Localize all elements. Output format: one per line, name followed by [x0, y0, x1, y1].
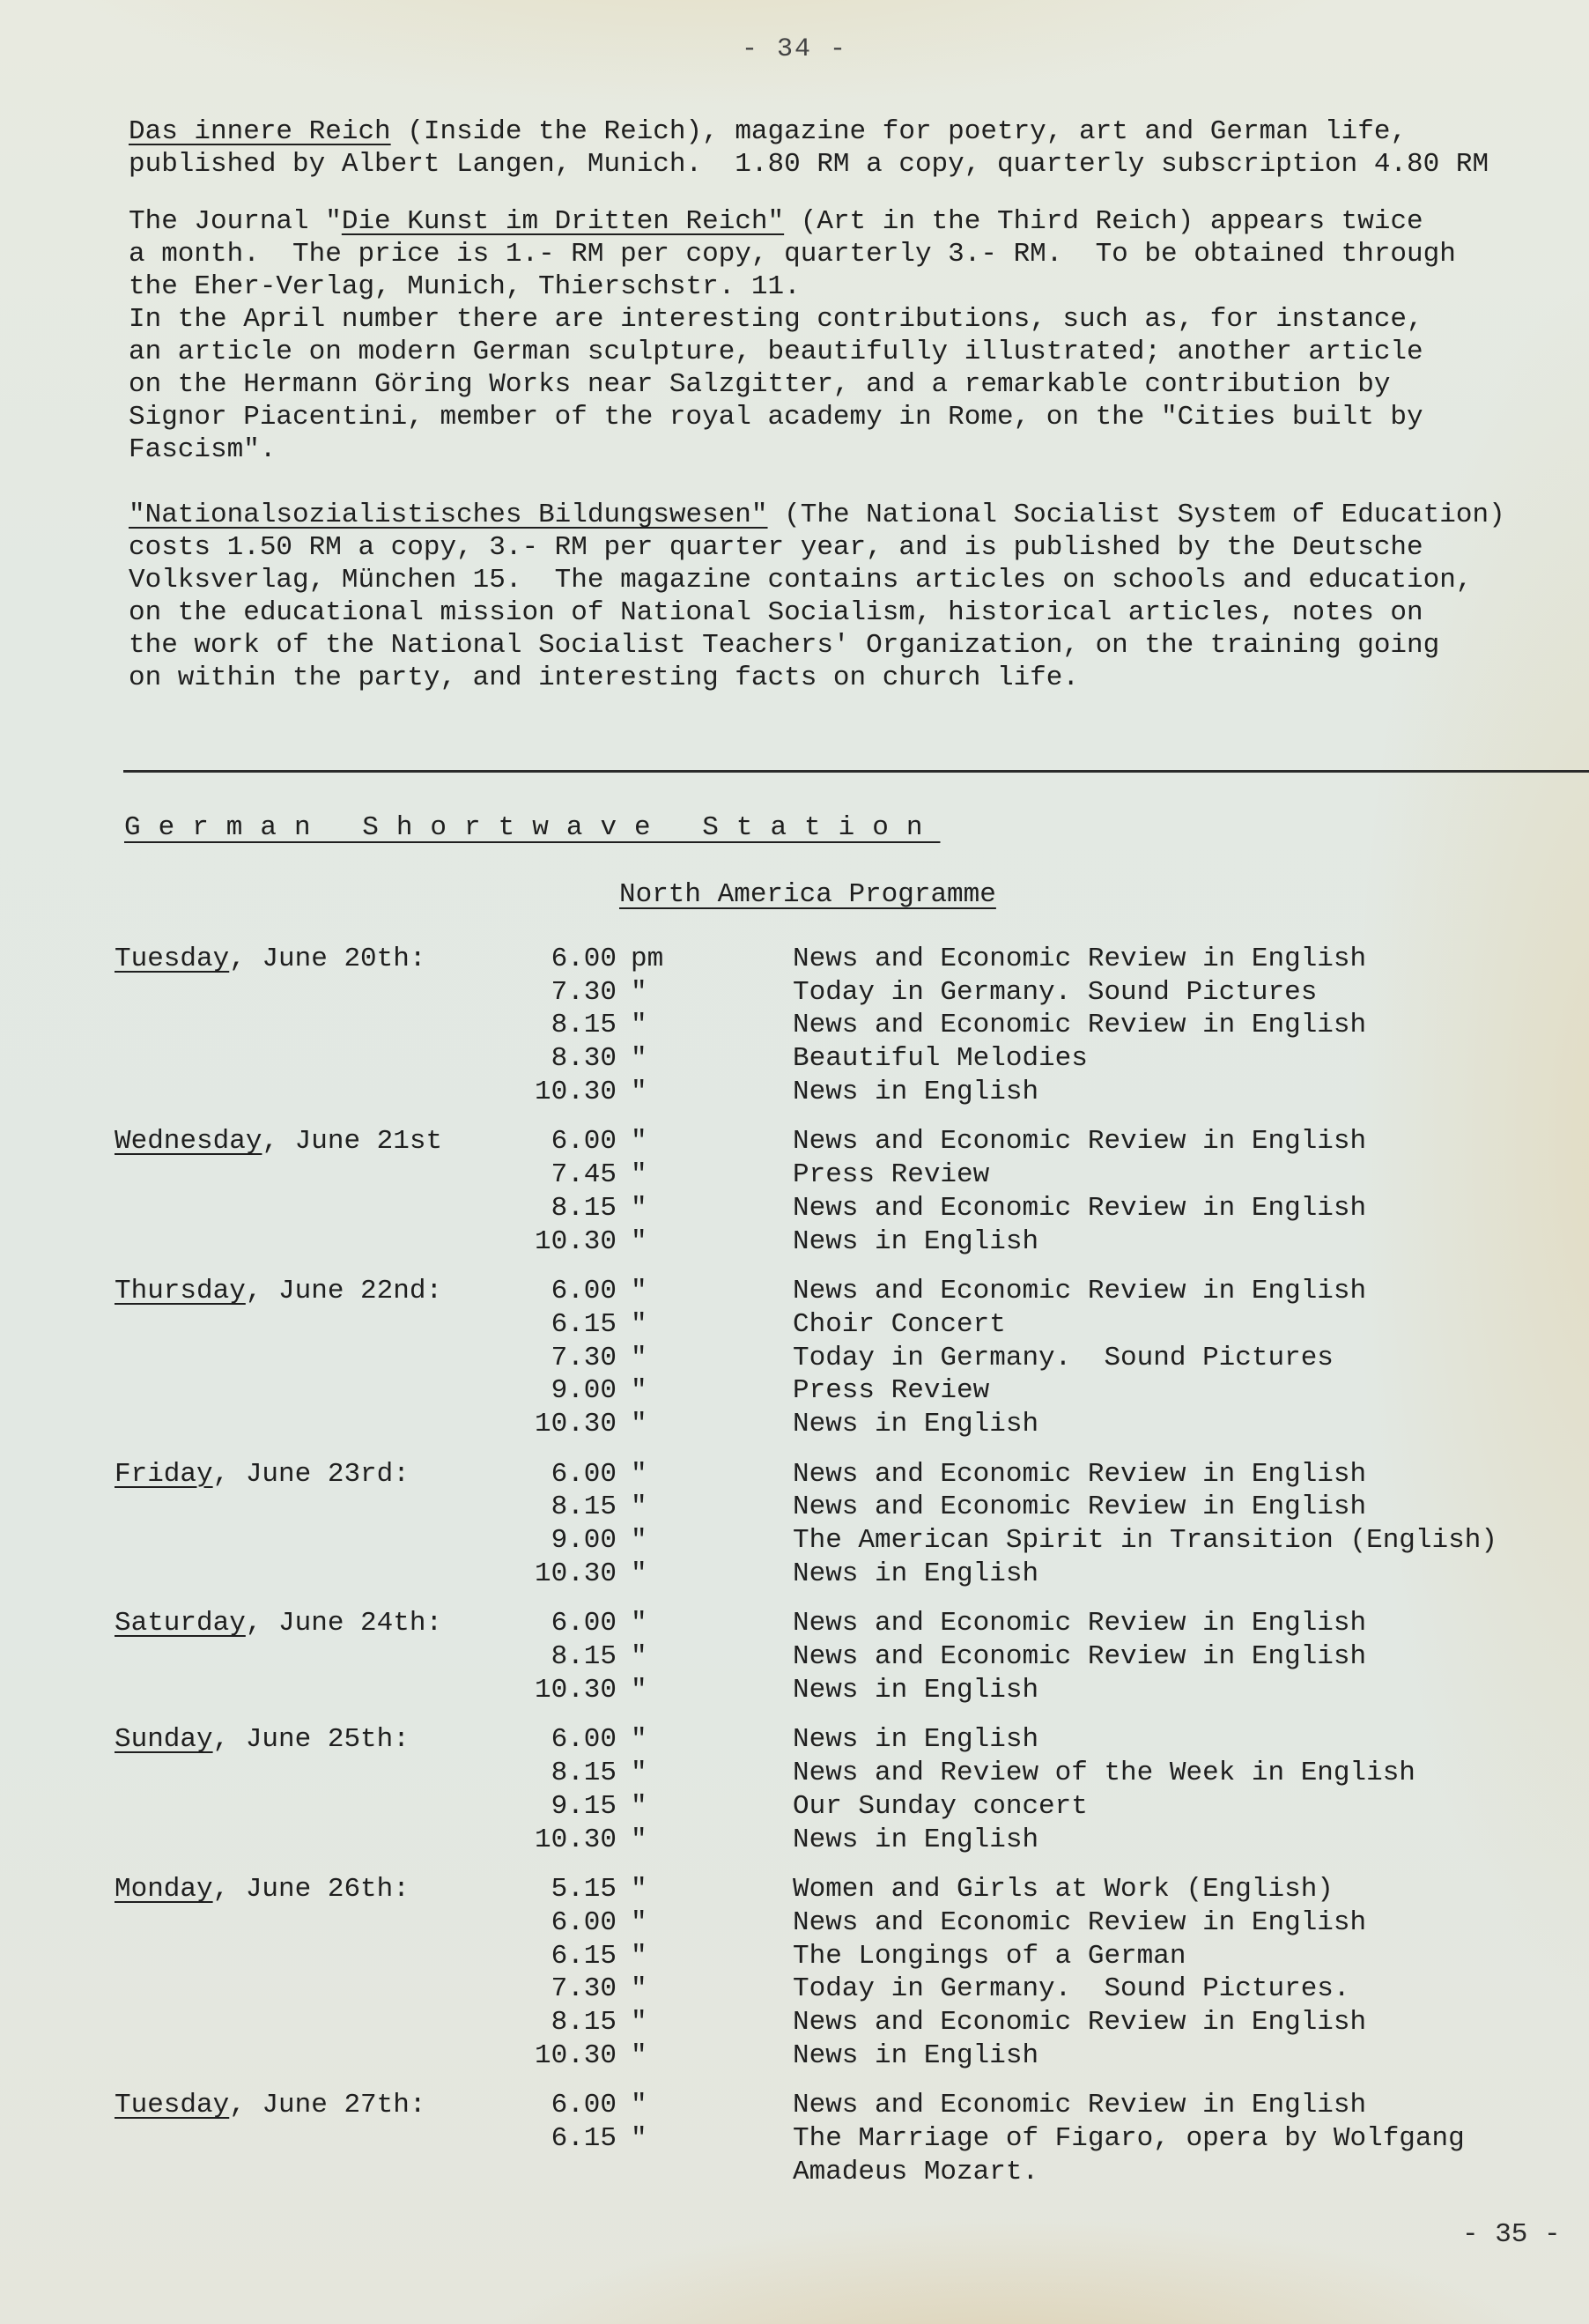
programme-title: Women and Girls at Work (English) [793, 1874, 1334, 1906]
paragraph-line: In the April number there are interesting contributions, such as, for instance, [129, 304, 1423, 335]
day-name: Friday [115, 1458, 213, 1490]
schedule-row [115, 1640, 1589, 1674]
schedule-row [115, 1524, 1589, 1558]
schedule-row [115, 1757, 1589, 1790]
day-label [115, 1275, 484, 1308]
schedule-row [115, 1275, 1589, 1308]
time-unit: pm [631, 944, 664, 974]
programme-title: News and Economic Review in English [793, 1276, 1367, 1307]
programme-title: News in English [793, 1558, 1039, 1589]
time-unit: " [631, 1758, 647, 1789]
schedule-row [115, 1225, 1589, 1259]
programme-heading: North America Programme [619, 879, 996, 910]
paragraph-kunst [129, 205, 1589, 466]
paragraph-text: (Inside the Reich), magazine for poetry, art and German life, [390, 116, 1408, 147]
time-unit: " [631, 1874, 647, 1906]
time-unit: " [631, 2039, 647, 2071]
time-unit: " [631, 1308, 647, 1340]
day-date: , June 24th: [245, 1608, 443, 1639]
day-name: Saturday [115, 1608, 246, 1639]
day-name: Wednesday [115, 1126, 262, 1158]
broadcast-time: 10.30 [534, 1824, 617, 1855]
programme-title: News in English [793, 1076, 1039, 1107]
programme-title: Today in Germany. Sound Pictures. [793, 1973, 1350, 2005]
broadcast-time: 6.00 [551, 2090, 617, 2121]
time-unit: " [631, 2123, 647, 2154]
time-unit: " [631, 1940, 647, 1972]
schedule-day [115, 1275, 1589, 1440]
schedule-row [115, 1408, 1589, 1441]
time-unit: " [631, 1192, 647, 1224]
paragraph-line: an article on modern German sculpture, beautifully illustrated; another article [129, 337, 1423, 367]
programme-title: News and Economic Review in English [793, 1010, 1367, 1041]
day-name: Thursday [115, 1276, 246, 1307]
programme-title: News in English [793, 2039, 1039, 2071]
programme-title: News and Economic Review in English [793, 1458, 1367, 1490]
time-unit: " [631, 1126, 647, 1158]
day-name: Sunday [115, 1724, 213, 1756]
programme-title: News and Economic Review in English [793, 2090, 1367, 2121]
paragraph-line: Volksverlag, München 15. The magazine contains articles on schools and education, [129, 565, 1473, 596]
time-unit: " [631, 1973, 647, 2005]
day-date: , June 25th: [212, 1724, 410, 1756]
time-unit: " [631, 976, 647, 1008]
broadcast-time: 10.30 [534, 1076, 617, 1107]
time-unit: " [631, 2090, 647, 2121]
schedule-row [115, 1158, 1589, 1192]
schedule-row [115, 1790, 1589, 1824]
paragraph-line: on the educational mission of National Socialism, historical articles, notes on [129, 597, 1423, 628]
broadcast-time: 6.15 [551, 2123, 617, 2154]
time-unit: " [631, 1790, 647, 1822]
programme-title: The Marriage of Figaro, opera by Wolfgang [793, 2123, 1465, 2154]
programme-title: News in English [793, 1724, 1039, 1756]
programme-title: Press Review [793, 1159, 990, 1191]
day-date: , June 20th: [229, 944, 426, 974]
time-unit: " [631, 1375, 647, 1407]
broadcast-time: 6.00 [551, 1276, 617, 1307]
schedule-row [115, 1342, 1589, 1375]
time-unit: " [631, 1408, 647, 1440]
schedule-row [115, 1906, 1589, 1940]
broadcast-time: 7.30 [551, 976, 617, 1008]
paragraph-line [129, 205, 1589, 238]
paragraph-text: (Art in the Third Reich) appears twice [784, 206, 1423, 237]
schedule-row [115, 2089, 1589, 2122]
paragraph-text: (The National Socialist System of Education) [767, 500, 1505, 530]
day-date: , June 26th: [212, 1874, 410, 1906]
schedule-row [115, 2122, 1589, 2156]
day-date: , June 22nd: [245, 1276, 443, 1307]
time-unit: " [631, 1525, 647, 1556]
schedule-day [115, 1458, 1589, 1591]
day-label [115, 1873, 484, 1906]
page-number-bottom: - 35 - [1462, 2219, 1561, 2250]
schedule-row [115, 1824, 1589, 1857]
programme-title: The Longings of a German [793, 1940, 1186, 1972]
schedule-row [115, 1458, 1589, 1491]
broadcast-time: 6.00 [551, 944, 617, 974]
broadcast-time: 6.15 [551, 1308, 617, 1340]
paragraph-line [129, 499, 1589, 531]
programme-title: News and Economic Review in English [793, 2006, 1367, 2038]
time-unit: " [631, 2006, 647, 2038]
paragraph-line: the work of the National Socialist Teachers' Organization, on the training going [129, 630, 1440, 661]
broadcast-time: 10.30 [534, 1674, 617, 1706]
paragraph-line: a month. The price is 1.- RM per copy, quarterly 3.- RM. To be obtained through [129, 239, 1456, 270]
programme-title: Today in Germany. Sound Pictures [793, 976, 1318, 1008]
schedule-row [115, 1491, 1589, 1524]
paragraph-text: The Journal " [129, 206, 342, 237]
day-label [115, 943, 484, 976]
broadcast-time: 8.15 [551, 1010, 617, 1041]
paragraph-line: on within the party, and interesting facts on church life. [129, 662, 1079, 693]
time-unit: " [631, 1906, 647, 1938]
programme-title: News and Economic Review in English [793, 1906, 1367, 1938]
broadcast-time: 9.00 [551, 1375, 617, 1407]
time-unit: " [631, 1159, 647, 1191]
day-label [115, 1125, 484, 1158]
day-name: Tuesday [115, 2090, 230, 2121]
time-unit: " [631, 1458, 647, 1490]
broadcast-time: 10.30 [534, 2039, 617, 2071]
programme-title: News and Economic Review in English [793, 1641, 1367, 1673]
day-name: Monday [115, 1874, 213, 1906]
schedule-row [115, 1308, 1589, 1342]
schedule-row [115, 943, 1589, 976]
day-date: , June 27th: [229, 2090, 426, 2121]
broadcast-time: 6.00 [551, 1608, 617, 1639]
broadcast-time: 9.15 [551, 1790, 617, 1822]
schedule-row [115, 1192, 1589, 1225]
page-number-top: - 34 - [741, 34, 848, 64]
programme-title: News and Economic Review in English [793, 1126, 1367, 1158]
schedule-day [115, 1125, 1589, 1258]
programme-title-continued: Amadeus Mozart. [793, 2156, 1039, 2187]
time-unit: " [631, 1674, 647, 1706]
broadcast-time: 6.00 [551, 1458, 617, 1490]
programme-title: News and Economic Review in English [793, 1491, 1367, 1523]
programme-title: News in English [793, 1408, 1039, 1440]
schedule-day [115, 1873, 1589, 2072]
programme-title: Today in Germany. Sound Pictures [793, 1342, 1334, 1373]
paragraph-line: Signor Piacentini, member of the royal academy in Rome, on the "Cities built by [129, 402, 1423, 433]
broadcast-time: 8.15 [551, 1491, 617, 1523]
magazine-title: "Nationalsozialistisches Bildungswesen" [129, 500, 768, 530]
broadcast-time: 6.15 [551, 1940, 617, 1972]
schedule-row [115, 1558, 1589, 1591]
broadcast-time: 10.30 [534, 1408, 617, 1440]
day-date: , June 21st [262, 1126, 443, 1158]
programme-title: The American Spirit in Transition (English) [793, 1525, 1497, 1556]
time-unit: " [631, 1641, 647, 1673]
day-name: Tuesday [115, 944, 230, 974]
paragraph-bildungswesen [129, 499, 1589, 694]
time-unit: " [631, 1225, 647, 1257]
paragraph-line: on the Hermann Göring Works near Salzgitter, and a remarkable contribution by [129, 369, 1391, 400]
time-unit: " [631, 1342, 647, 1373]
broadcast-time: 8.15 [551, 1758, 617, 1789]
broadcast-time: 10.30 [534, 1225, 617, 1257]
broadcast-time: 8.15 [551, 1641, 617, 1673]
schedule-day [115, 1607, 1589, 1706]
day-label [115, 2089, 484, 2122]
broadcast-time: 7.30 [551, 1973, 617, 2005]
section-divider [123, 770, 1589, 773]
broadcast-time: 5.15 [551, 1874, 617, 1906]
broadcast-time: 8.15 [551, 2006, 617, 2038]
schedule-row-continuation [115, 2156, 1589, 2189]
programme-title: Our Sunday concert [793, 1790, 1088, 1822]
schedule-table [115, 943, 1589, 2205]
schedule-row [115, 1374, 1589, 1408]
schedule-row [115, 976, 1589, 1010]
paragraph-line [129, 115, 1589, 148]
schedule-day [115, 1723, 1589, 1856]
schedule-row [115, 1009, 1589, 1042]
programme-title: News in English [793, 1225, 1039, 1257]
magazine-title: Die Kunst im Dritten Reich" [341, 206, 785, 237]
schedule-row [115, 2039, 1589, 2073]
paragraph-line: published by Albert Langen, Munich. 1.80 RM a copy, quarterly subscription 4.80 RM [129, 149, 1489, 180]
schedule-row [115, 1674, 1589, 1707]
schedule-row [115, 1076, 1589, 1109]
broadcast-time: 8.15 [551, 1192, 617, 1224]
time-unit: " [631, 1076, 647, 1107]
broadcast-time: 9.00 [551, 1525, 617, 1556]
schedule-row [115, 1873, 1589, 1906]
programme-title: News and Review of the Week in English [793, 1758, 1415, 1789]
time-unit: " [631, 1608, 647, 1639]
programme-title: News and Economic Review in English [793, 944, 1367, 974]
schedule-row [115, 1125, 1589, 1158]
day-label [115, 1607, 484, 1640]
time-unit: " [631, 1724, 647, 1756]
programme-title: News and Economic Review in English [793, 1192, 1367, 1224]
schedule-day [115, 2089, 1589, 2188]
broadcast-time: 7.45 [551, 1159, 617, 1191]
time-unit: " [631, 1491, 647, 1523]
programme-title: Press Review [793, 1375, 990, 1407]
broadcast-time: 10.30 [534, 1558, 617, 1589]
schedule-row [115, 1042, 1589, 1076]
magazine-title: Das innere Reich [129, 116, 391, 147]
schedule-row [115, 1607, 1589, 1640]
programme-title: Beautiful Melodies [793, 1043, 1088, 1075]
programme-title: News and Economic Review in English [793, 1608, 1367, 1639]
time-unit: " [631, 1558, 647, 1589]
schedule-row [115, 1972, 1589, 2006]
schedule-day [115, 943, 1589, 1108]
broadcast-time: 6.00 [551, 1724, 617, 1756]
programme-title: Choir Concert [793, 1308, 1006, 1340]
broadcast-time: 7.30 [551, 1342, 617, 1373]
time-unit: " [631, 1276, 647, 1307]
broadcast-time: 8.30 [551, 1043, 617, 1075]
paragraph-line: the Eher-Verlag, Munich, Thierschstr. 11. [129, 271, 801, 302]
paragraph-inner-reich [129, 115, 1589, 181]
programme-title: News in English [793, 1674, 1039, 1706]
section-heading-station: German Shortwave Station [124, 812, 941, 843]
day-label [115, 1723, 484, 1757]
time-unit: " [631, 1824, 647, 1855]
paragraph-line: costs 1.50 RM a copy, 3.- RM per quarter year, and is published by the Deutsche [129, 532, 1423, 563]
programme-title: News in English [793, 1824, 1039, 1855]
schedule-row [115, 1940, 1589, 1973]
broadcast-time: 6.00 [551, 1906, 617, 1938]
paragraph-line: Fascism". [129, 434, 277, 465]
schedule-row [115, 1723, 1589, 1757]
time-unit: " [631, 1043, 647, 1075]
day-label [115, 1458, 484, 1491]
time-unit: " [631, 1010, 647, 1041]
day-date: , June 23rd: [212, 1458, 410, 1490]
schedule-row [115, 2006, 1589, 2039]
broadcast-time: 6.00 [551, 1126, 617, 1158]
